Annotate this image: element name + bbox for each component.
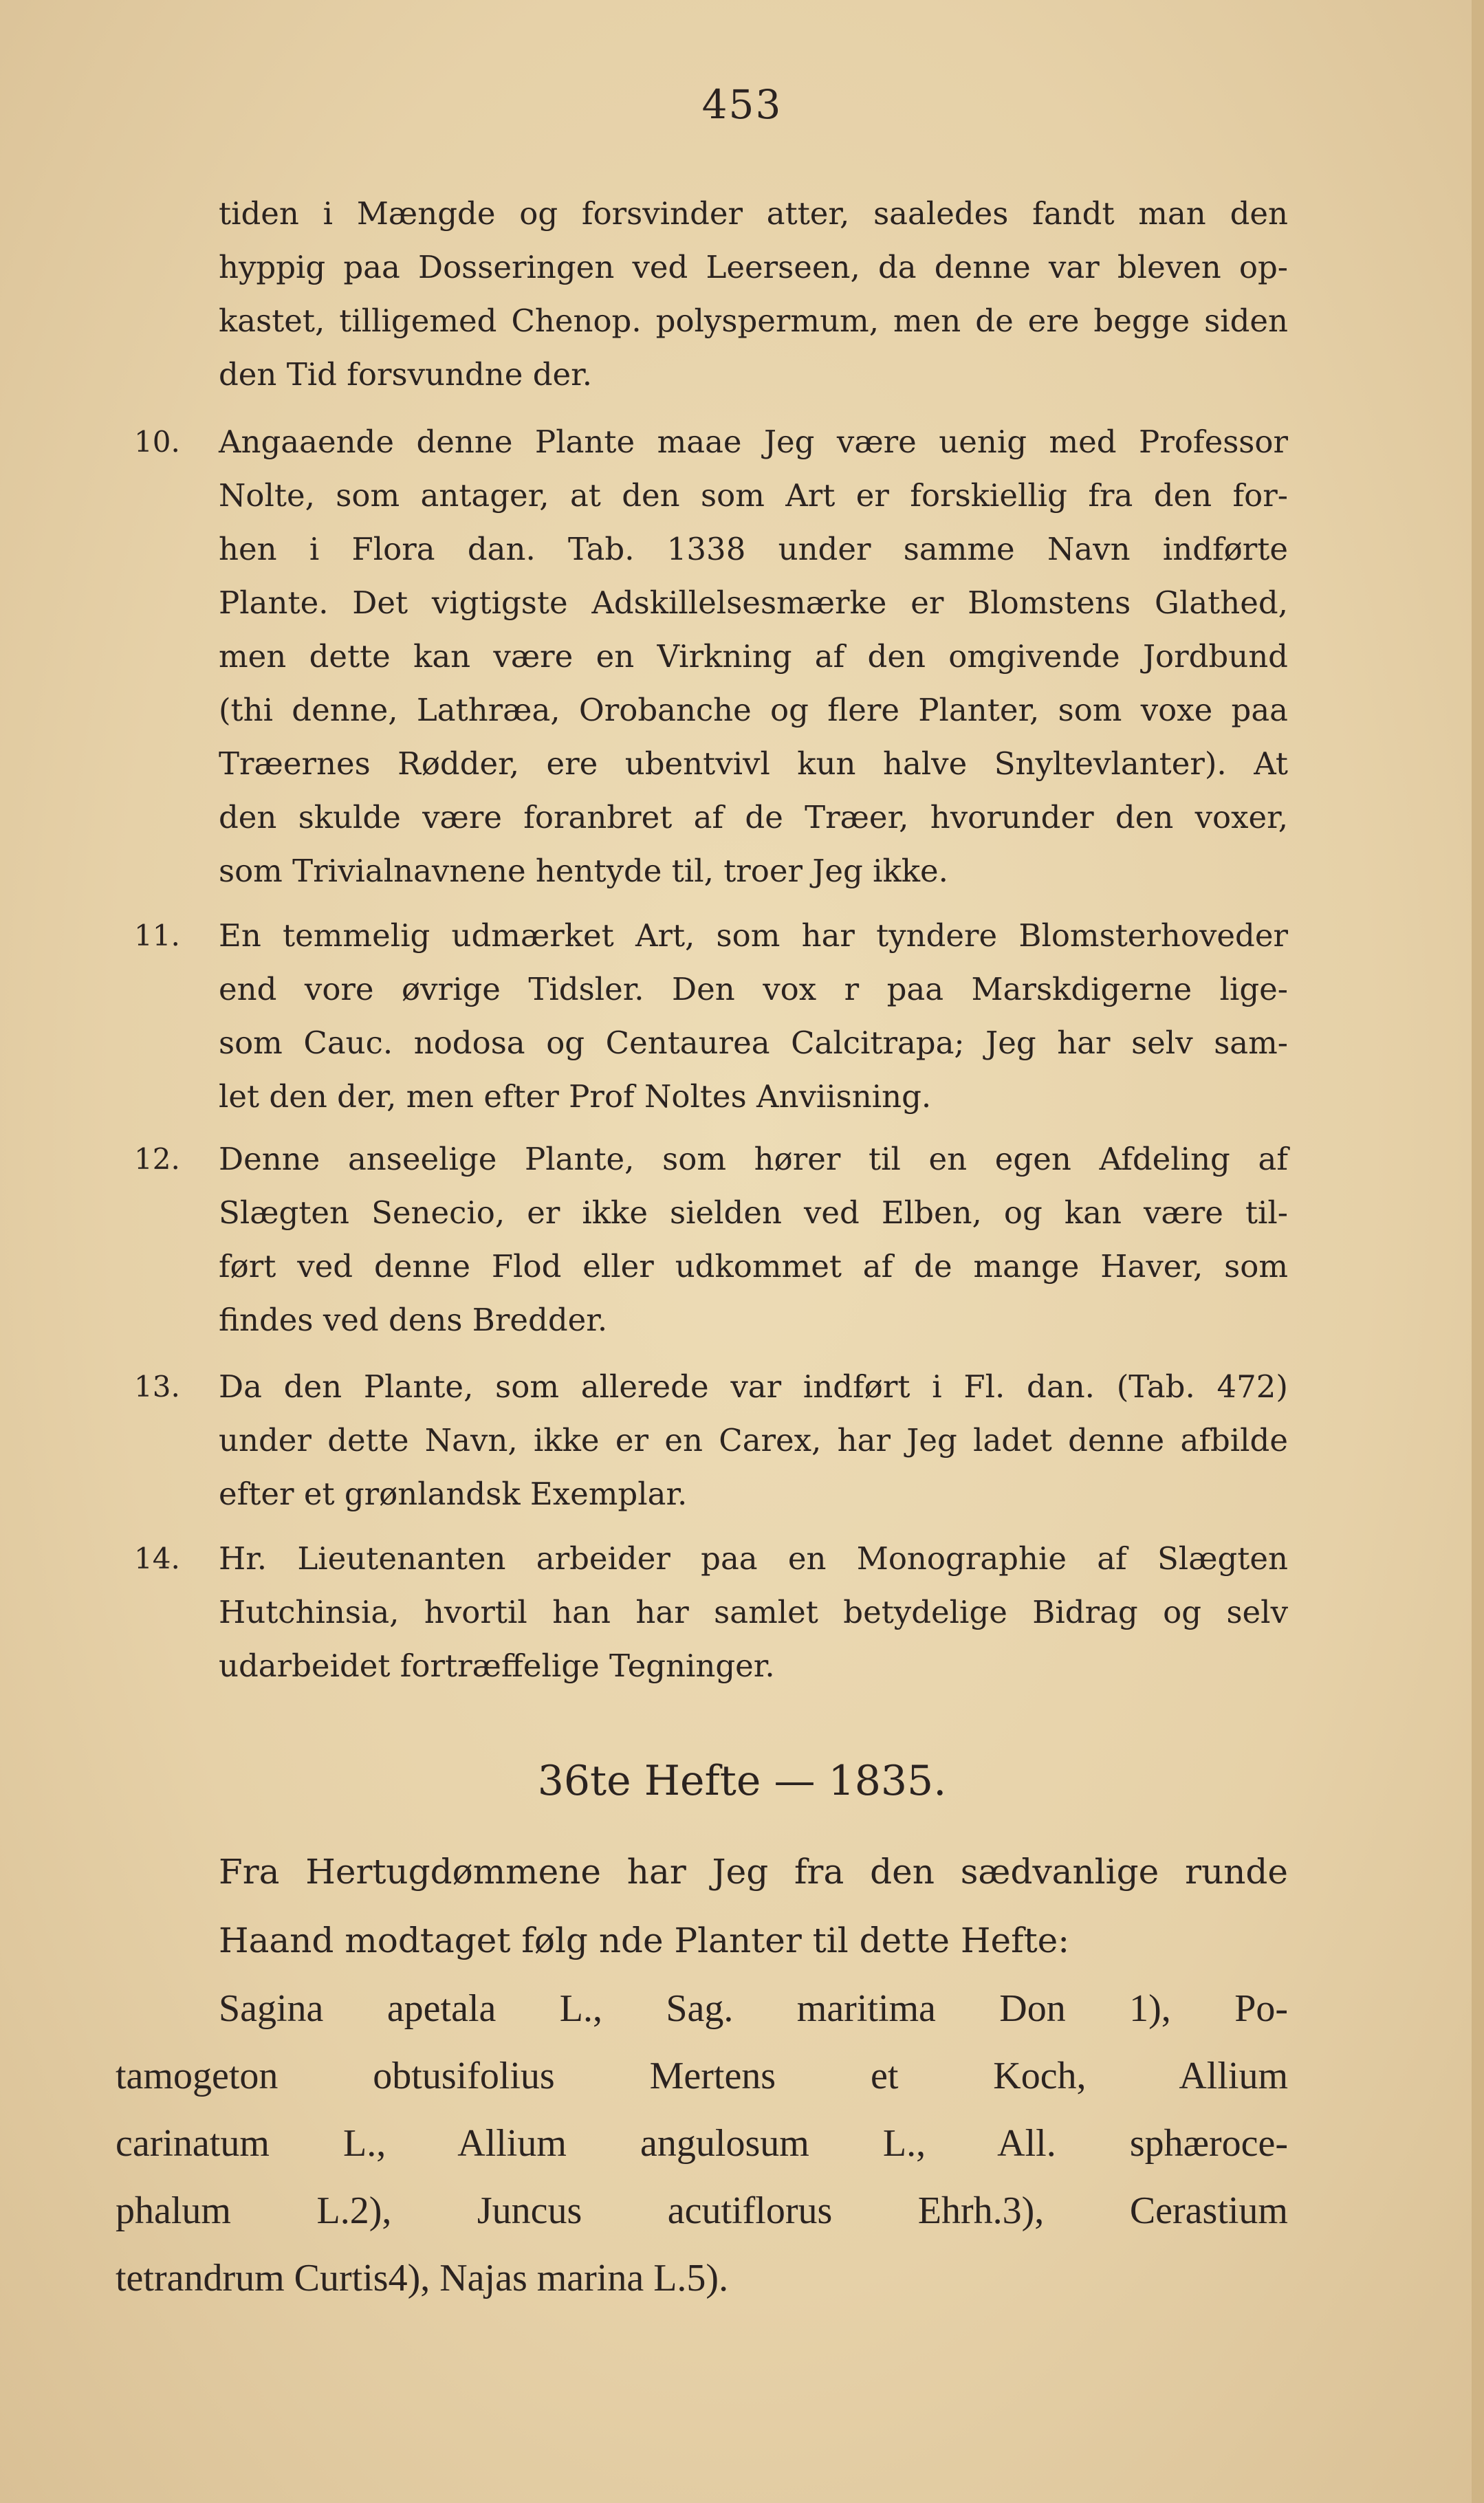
text-line: Træernes Rødder, ere ubentvivl kun halve Snyltevlanter). At (219, 745, 1288, 782)
text-line: En temmelig udmærket Art, som har tyndere Blomsterhoveder (219, 917, 1288, 954)
continuation-paragraph (219, 187, 1288, 402)
text-line: tamogeton obtusifolius Mertens et Koch, Allium (116, 2055, 1288, 2097)
note-number: 11. (134, 919, 180, 952)
text-line: efter et grønlandsk Exemplar. (219, 1476, 688, 1512)
section-heading: 36te Hefte — 1835. (537, 1757, 947, 1805)
text-line: udarbeidet fortræffelige Tegninger. (219, 1648, 775, 1684)
text-line: hen i Flora dan. Tab. 1338 under samme Navn indførte (219, 531, 1288, 567)
text-line: men dette kan være en Virkning af den omgivende Jordbund (219, 638, 1288, 675)
text-line: Sagina apetala L., Sag. maritima Don 1), Po- (219, 1987, 1288, 2030)
text-line: findes ved dens Bredder. (219, 1302, 608, 1338)
text-line: Da den Plante, som allerede var indført i Fl. dan. (Tab. 472) (219, 1368, 1288, 1405)
text-line: som Cauc. nodosa og Centaurea Calcitrapa; Jeg har selv sam- (219, 1025, 1288, 1061)
text-line: Denne anseelige Plante, som hører til en egen Afdeling af (219, 1141, 1288, 1177)
text-line: Slægten Senecio, er ikke sielden ved Elben, og kan være til- (219, 1194, 1288, 1231)
note-text (219, 1360, 1288, 1521)
text-line: Nolte, som antager, at den som Art er forskiellig fra den for- (219, 477, 1288, 514)
page-edge (1472, 0, 1484, 2503)
note-number: 10. (134, 425, 180, 459)
text-line: Angaaende denne Plante maae Jeg være uenig med Professor (219, 424, 1288, 460)
note-text (219, 909, 1288, 1124)
text-line: Haand modtaget følg nde Planter til dette Hefte: (219, 1921, 1070, 1960)
text-line: tiden i Mængde og forsvinder atter, saaledes fandt man den (219, 195, 1288, 232)
note-text (219, 1133, 1288, 1347)
text-line: Fra Hertugdømmene har Jeg fra den sædvanlige runde (219, 1852, 1288, 1892)
text-line: Hutchinsia, hvortil han har samlet betydelige Bidrag og selv (219, 1594, 1288, 1630)
page-number: 453 (701, 81, 783, 128)
text-line: Hr. Lieutenanten arbeider paa en Monographie af Slægten (219, 1540, 1288, 1577)
note-number: 12. (134, 1142, 180, 1176)
text-line: Plante. Det vigtigste Adskillelsesmærke er Blomstens Glathed, (219, 584, 1288, 621)
text-line: den skulde være foranbret af de Træer, hvorunder den voxer, (219, 799, 1288, 835)
text-line: end vore øvrige Tidsler. Den vox r paa Marskdigerne lige- (219, 971, 1288, 1007)
text-line: tetrandrum Curtis4), Najas marina L.5). (116, 2257, 729, 2299)
note-number: 13. (134, 1370, 180, 1403)
text-line: phalum L.2), Juncus acutiflorus Ehrh.3), Cerastium (116, 2189, 1288, 2232)
text-line: kastet, tilligemed Chenop. polyspermum, men de ere begge siden (219, 303, 1288, 339)
text-line: carinatum L., Allium angulosum L., All. sphæroce- (116, 2122, 1288, 2165)
intro-paragraph (219, 1837, 1288, 1975)
text-line: (thi denne, Lathræa, Orobanche og flere Planter, som voxe paa (219, 692, 1288, 728)
text-line: let den der, men efter Prof Noltes Anviisning. (219, 1078, 932, 1115)
text-line: ført ved denne Flod eller udkommet af de mange Haver, som (219, 1248, 1288, 1285)
text-line: den Tid forsvundne der. (219, 356, 593, 393)
note-number: 14. (134, 1542, 180, 1575)
note-text (219, 415, 1288, 898)
text-line: som Trivialnavnene hentyde til, troer Jeg ikke. (219, 853, 948, 889)
species-list (116, 1975, 1288, 2312)
text-line: hyppig paa Dosseringen ved Leerseen, da denne var bleven op- (219, 249, 1288, 285)
note-text (219, 1532, 1288, 1693)
text-line: under dette Navn, ikke er en Carex, har Jeg ladet denne afbilde (219, 1422, 1288, 1458)
